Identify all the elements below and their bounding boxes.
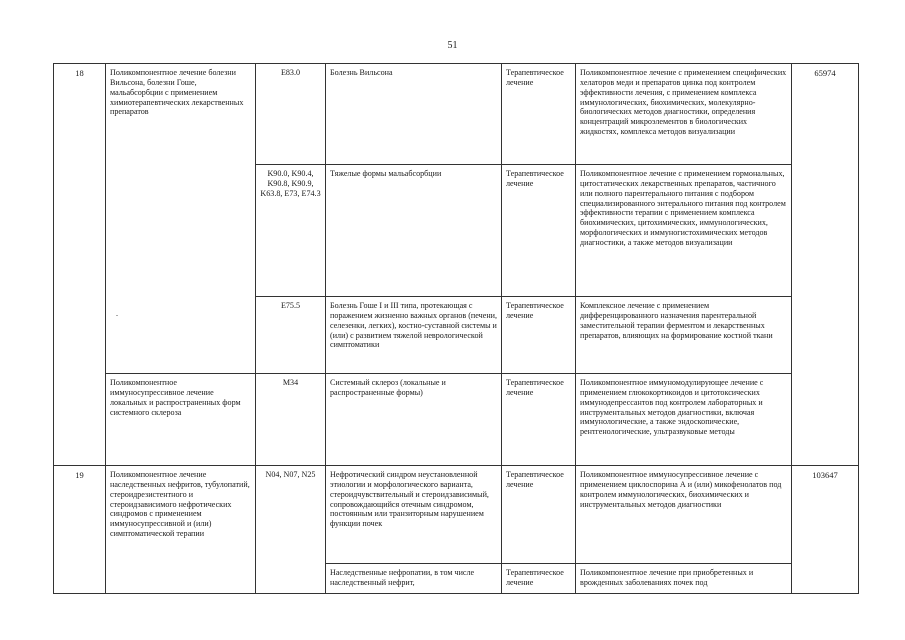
icd-code-cell: E75.5 [256, 297, 326, 374]
icd-code-cell: N04, N07, N25 [256, 466, 326, 594]
treatment-method-cell: Комплексное лечение с применением дифференцированного назначения парентеральной заместительной терапии ферментом и лекарственных препаратов, влияющих на формирование костной ткани [576, 297, 792, 374]
treatment-type-cell: Терапевтическое лечение [502, 564, 576, 594]
treatment-method-cell: Поликомпонентное лечение с применением специфических хелаторов меди и препаратов цинка под контролем эффективности лечения, с применением комплекса иммунологических, биохимических, молекулярно-биологических методов диагностики, определения концентраций микроэлементов в биологических жидкостях, комплекса методов визуализации [576, 64, 792, 165]
table-row [54, 466, 859, 564]
price-cell: 103647 [792, 466, 859, 594]
treatment-type-cell: Терапевтическое лечение [502, 297, 576, 374]
treatment-group-text: Поликомпонентное лечение болезни Вильсона, болезни Гоше, мальабсорбции с применением химиотерапевтических лекарственных препаратов [110, 68, 244, 117]
diagnosis-cell: Тяжелые формы мальабсорбции [326, 165, 502, 297]
treatment-type-cell: Терапевтическое лечение [502, 374, 576, 466]
row-number: 18 [54, 64, 106, 466]
treatment-method-cell: Поликомпонентное лечение при приобретенных и врожденных заболеваниях почек под [576, 564, 792, 594]
row-number: 19 [54, 466, 106, 594]
icd-code-cell: K90.0, K90.4, K90.8, K90.9, K63.8, E73, E74.3 [256, 165, 326, 297]
icd-code-cell: M34 [256, 374, 326, 466]
treatment-type-cell: Терапевтическое лечение [502, 64, 576, 165]
treatment-method-cell: Поликомпонентное лечение с применением гормональных, цитостатических лекарственных препаратов, частичного или полного парентерального питания с подбором специализированного энтерального питания под контролем эффективности терапии с применением комплекса биохимических, цитохимических, иммунологических, морфологических и иммуногистохимических методов диагностики, а также методов визуализации [576, 165, 792, 297]
page-number: 51 [447, 40, 458, 51]
diagnosis-cell: Болезнь Гоше I и III типа, протекающая с поражением жизненно важных органов (печени, селезенки, легких), костно-суставной системы и (или) с развитием тяжелой неврологической симптоматики [326, 297, 502, 374]
treatment-method-cell: Поликомпонентное иммуномодулирующее лечение с применением глюкокортикоидов и цитотоксических иммунодепрессантов под контролем лабораторных и инструментальных методов диагностики, включая иммунологические, а также эндоскопические, рентгенологические, ультразвуковые методы [576, 374, 792, 466]
diagnosis-cell: Системный склероз (локальные и распространенные формы) [326, 374, 502, 466]
diagnosis-cell: Болезнь Вильсона [326, 64, 502, 165]
treatment-group-cell [106, 64, 256, 374]
icd-code-cell: E83.0 [256, 64, 326, 165]
table-row [54, 374, 859, 466]
medical-care-table [53, 63, 859, 594]
stray-mark: . [116, 309, 118, 318]
price-cell: 65974 [792, 64, 859, 466]
treatment-group-cell: Поликомпонентное лечение наследственных нефритов, тубулопатий, стероидрезистентного и стероидзависимого нефротических синдромов с применением иммуносупрессивной и (или) симптоматической терапии [106, 466, 256, 594]
treatment-type-cell: Терапевтическое лечение [502, 165, 576, 297]
treatment-group-cell: Поликомпонентное иммуносупрессивное лечение локальных и распространенных форм системного склероза [106, 374, 256, 466]
diagnosis-cell: Наследственные нефропатии, в том числе наследственный нефрит, [326, 564, 502, 594]
table-row [54, 64, 859, 165]
treatment-type-cell: Терапевтическое лечение [502, 466, 576, 564]
diagnosis-cell: Нефротический синдром неустановленной этиологии и морфологического варианта, стероидчувствительный и стероидзависимый, сопровождающийся отечным синдромом, постоянным или транзиторным нарушением функции почек [326, 466, 502, 564]
treatment-method-cell: Поликомпонентное иммуносупрессивное лечение с применением циклоспорина А и (или) микофенолатов под контролем иммунологических, биохимических и инструментальных методов диагностики [576, 466, 792, 564]
